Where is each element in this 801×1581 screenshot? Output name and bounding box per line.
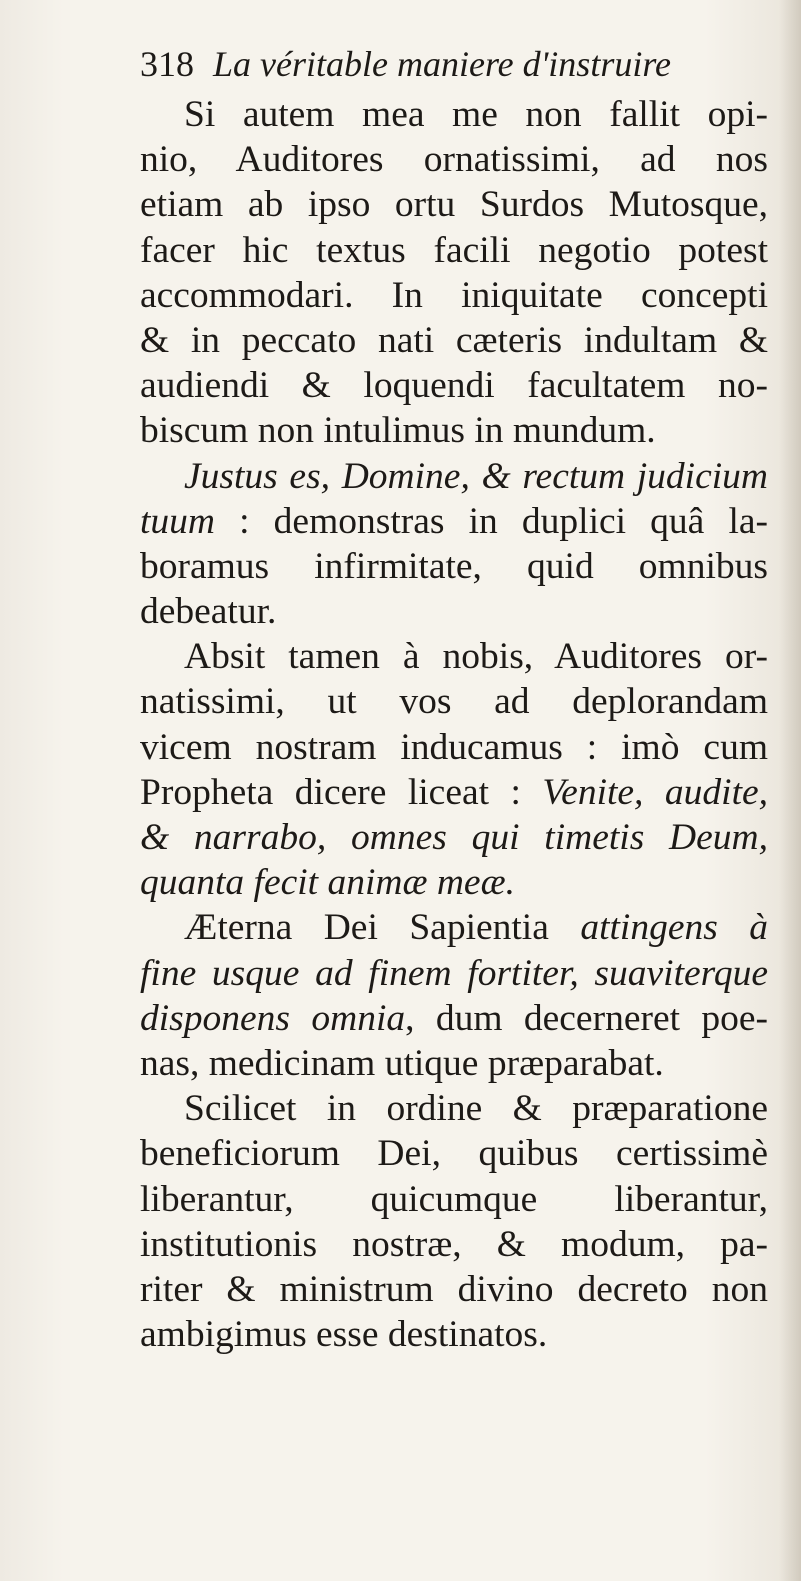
roman-segment: Si autem mea me non fallit opi- [184,94,768,135]
text-line [140,1312,768,1357]
text-line [140,499,768,544]
roman-segment: facer hic textus facili negotio potest [140,229,768,271]
text-line [140,228,768,273]
text-line [140,1086,768,1131]
roman-segment: natissimi, ut vos ad deplorandam [140,681,768,723]
text-line [140,408,768,453]
text-line [140,996,768,1041]
roman-segment: liberantur, quicumque liberantur, [140,1178,768,1220]
roman-segment: ambigimus esse destinatos. [140,1314,548,1356]
text-line [140,1041,768,1086]
text-line [140,454,768,499]
body-text [140,92,768,1357]
roman-segment: nas, medicinam utique præparabat. [140,1042,664,1084]
roman-segment: & in peccato nati cæteris indultam & [140,319,768,361]
text-line [140,589,768,634]
italic-segment: quanta fecit animæ meæ. [140,862,515,904]
roman-segment: accommodari. In iniquitate concepti [140,274,768,316]
text-line [140,815,768,860]
running-title: La véritable maniere d'instruire [213,44,671,84]
roman-segment: Propheta dicere liceat : [140,771,543,813]
text-line [140,92,768,137]
italic-segment: disponens omnia [140,997,406,1039]
roman-segment: nio, Auditores ornatissimi, ad nos [140,139,768,181]
text-line [140,770,768,815]
text-line [140,544,768,589]
text-line [140,137,768,182]
italic-segment: fine usque ad finem fortiter, suaviterque [140,952,768,994]
roman-segment: Scilicet in ordine & præparatione [184,1088,768,1130]
roman-segment: : demonstras in duplici quâ la- [215,500,768,542]
text-line [140,951,768,996]
page-edge-shadow [779,0,801,1581]
text-line [140,1131,768,1176]
text-line [140,1267,768,1312]
text-line [140,634,768,679]
text-line [140,679,768,724]
roman-segment: vicem nostram inducamus : imò cum [140,726,768,768]
roman-segment: Absit tamen à nobis, Auditores or- [184,636,768,678]
roman-segment: debeatur. [140,591,277,633]
roman-segment: boramus infirmitate, quid omnibus [140,545,768,587]
text-line [140,905,768,950]
italic-segment: Justus es, Domine, & rectum judicium [184,455,768,497]
italic-segment: Venite, audite, [542,771,769,813]
roman-segment: biscum non intulimus in mundum. [140,410,656,452]
italic-segment: tuum [140,500,215,542]
roman-segment: , dum decerneret poe- [405,997,769,1039]
text-line [140,273,768,318]
roman-segment: riter & ministrum divino decreto non [140,1268,768,1310]
roman-segment: Æterna Dei Sapientia [184,907,581,949]
roman-segment: etiam ab ipso ortu Surdos Mutosque, [140,184,768,226]
text-line [140,363,768,408]
italic-segment: & narrabo, omnes qui timetis Deum, [140,817,768,858]
italic-segment: attingens à [580,907,768,949]
text-line [140,1177,768,1222]
text-line [140,725,768,770]
text-line [140,318,768,363]
page-number: 318 [140,44,194,84]
roman-segment: institutionis nostræ, & modum, pa- [140,1223,768,1265]
roman-segment: audiendi & loquendi facultatem no- [140,365,768,407]
text-line [140,860,768,905]
running-header [140,40,780,88]
text-line [140,182,768,227]
roman-segment: beneficiorum Dei, quibus certissimè [140,1133,768,1175]
text-line [140,1222,768,1267]
